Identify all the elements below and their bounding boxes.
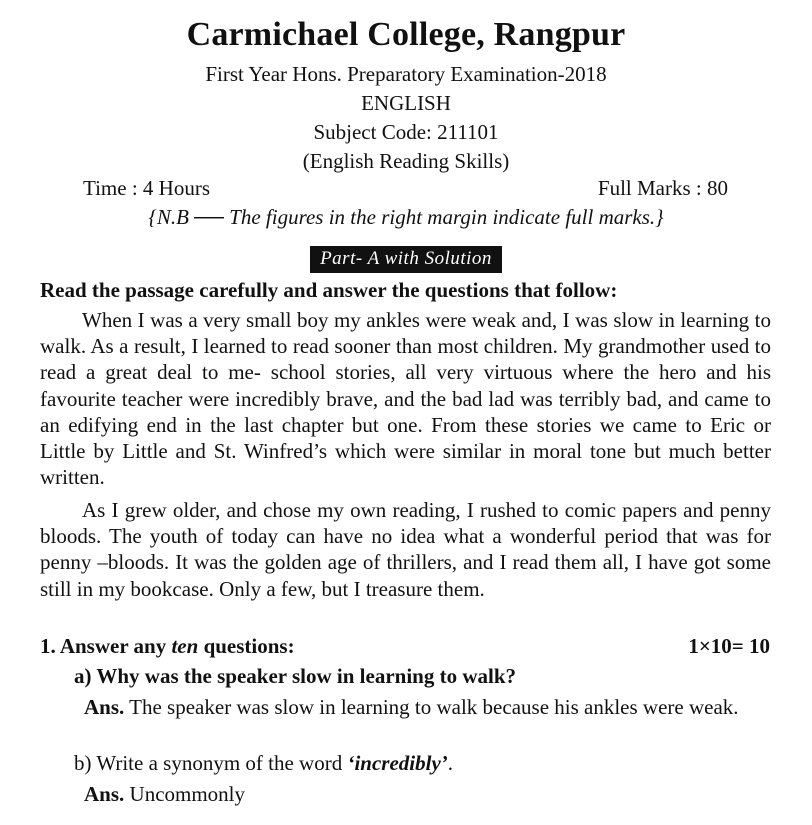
answer-a <box>84 694 770 720</box>
answer-b <box>84 781 770 807</box>
passage-paragraph-1: When I was a very small boy my ankles were weak and, I was slow in learning to walk. As a result, I learned to read sooner than most children. My grandmother used to read a great deal to me- school stories, all very virtuous where the hero and his favourite teacher were incredibly brave, and the bad lad was terribly bad, and came to an edifying end in the last chapter but one. From these stories we came to Eric or Little by Little and St. Winfred’s which were similar in moral tone but much better written. <box>40 308 771 490</box>
question-b-prefix: b) Write a synonym of the word <box>74 751 343 775</box>
paper-title: (English Reading Skills) <box>302 149 510 173</box>
question-heading-prefix: 1. Answer any <box>40 634 167 658</box>
question-b-word: ‘incredibly’ <box>347 751 448 775</box>
part-badge-wrap <box>0 246 812 273</box>
exam-title: First Year Hons. Preparatory Examination-2018 <box>205 62 607 86</box>
question-heading <box>40 634 295 659</box>
question-heading-emph: ten <box>171 634 199 658</box>
passage-paragraph-2: As I grew older, and chose my own reading, I rushed to comic papers and penny bloods. The youth of today can have no idea what a wonderful period that was for penny –bloods. It was the golden age of thrillers, and I read them all, I have got some still in my bookcase. Only a few, but I treasure them. <box>40 498 771 601</box>
college-name: Carmichael College, Rangpur <box>186 16 626 53</box>
question-b-suffix: . <box>447 751 454 775</box>
question-marks: 1×10= 10 <box>688 634 770 658</box>
subject-code: Subject Code: 211101 <box>313 120 499 144</box>
full-marks: Full Marks : 80 <box>597 176 728 200</box>
subject-title: ENGLISH <box>361 91 451 115</box>
answer-b-text: Uncommonly <box>129 782 246 806</box>
question-heading-suffix: questions: <box>203 634 295 658</box>
instruction: Read the passage carefully and answer the questions that follow: <box>40 278 618 302</box>
answer-a-label: Ans. <box>84 695 125 719</box>
question-a: a) Why was the speaker slow in learning to walk? <box>74 664 517 688</box>
answer-b-label: Ans. <box>84 782 125 806</box>
marks-note: {N.B ── The figures in the right margin indicate full marks.} <box>148 205 664 229</box>
question-b <box>74 751 453 776</box>
time-allowed: Time : 4 Hours <box>83 176 210 200</box>
answer-a-text: The speaker was slow in learning to walk because his ankles were weak. <box>129 695 739 719</box>
part-badge: Part- A with Solution <box>310 246 502 273</box>
